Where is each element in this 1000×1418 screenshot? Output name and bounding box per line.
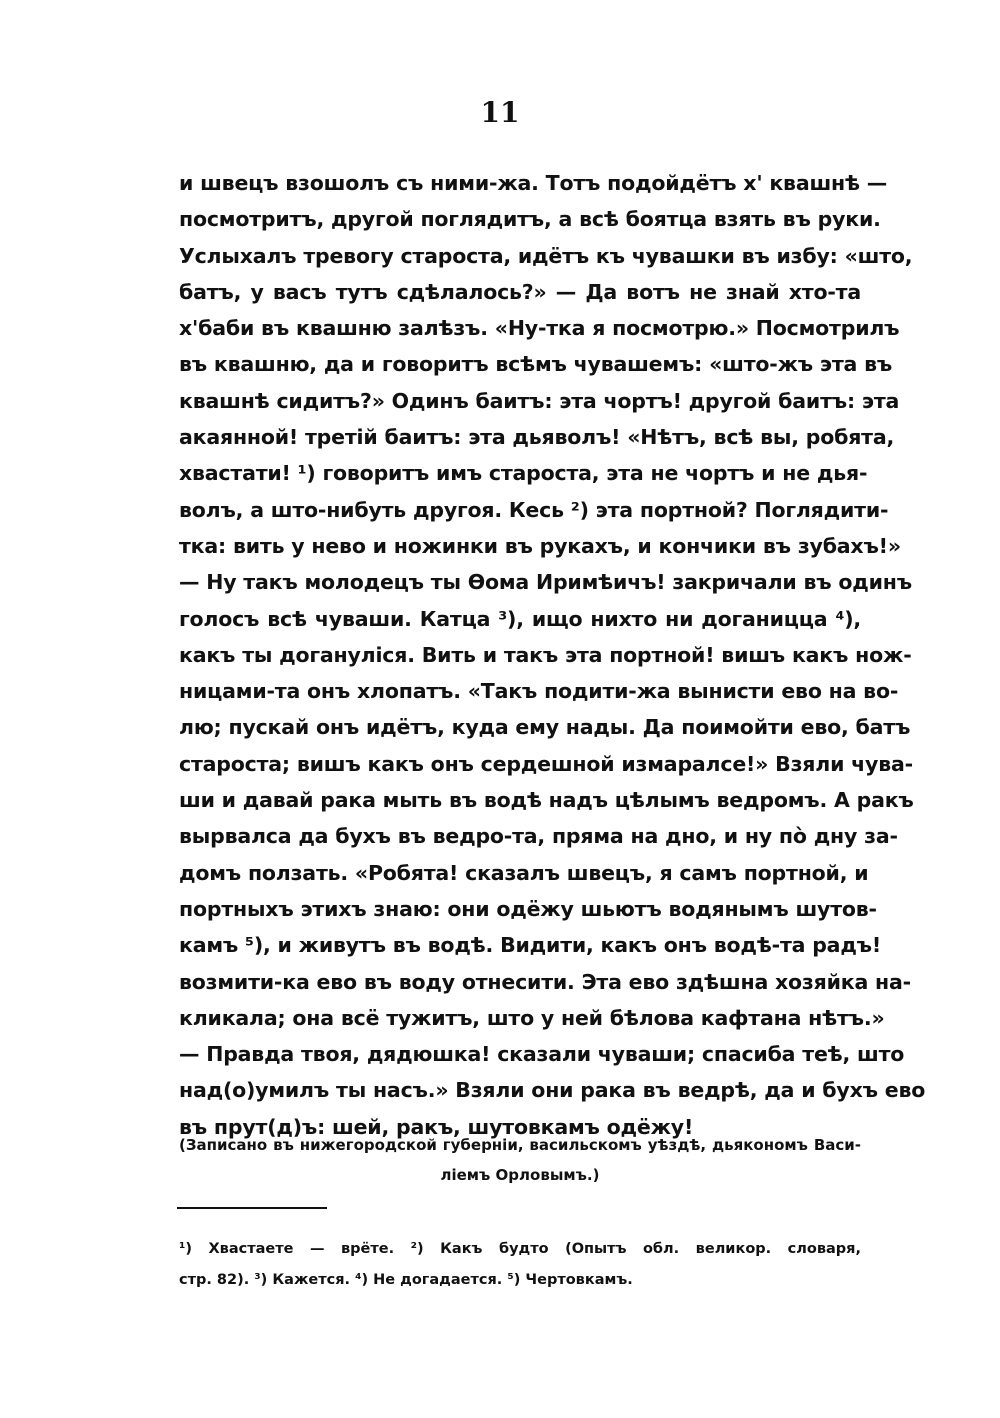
text-line: хвастати! ¹) говоритъ имъ староста, эта не чортъ и не дья- [179, 461, 868, 486]
text-line: ши и давай рака мыть въ водѣ надъ цѣлымъ ведромъ. А ракъ [179, 788, 914, 813]
text-line: — Правда твоя, дядюшка! сказали чуваши; спасиба теѣ, што [179, 1042, 905, 1067]
text-line: волъ, а што-нибуть другоя. Кесь ²) эта портной? Поглядити- [179, 497, 889, 522]
text-line: ницами-та онъ хлопатъ. «Такъ подити-жа вынисти ево на во- [179, 679, 899, 704]
page-number: 11 [480, 96, 520, 129]
text-line: тка: вить у нево и ножинки въ рукахъ, и кончики въ зубахъ!» [179, 533, 901, 558]
footnote-line: стр. 82). ³) Кажется. ⁴) Не догадается. ⁵) Чертовкамъ. [179, 1272, 633, 1288]
text-line: вырвалса да бухъ въ ведро-та, пряма на дно, и ну пò дну за- [179, 824, 898, 849]
text-line: въ прут(д)ъ: шей, ракъ, шутовкамъ одёжу! [179, 1114, 694, 1139]
text-line: въ квашню, да и говоритъ всѣмъ чувашемъ: «што-жъ эта въ [179, 352, 893, 377]
footnote-line: ¹) Хвастаете — врёте. ²) Какъ будто (Опытъ обл. великор. словаря, [179, 1241, 861, 1257]
text-line: кликала; она всё тужитъ, што у ней бѣлова кафтана нѣтъ.» [179, 1005, 885, 1030]
text-line: голосъ всѣ чуваши. Катца ³), ищо нихто ни доганицца ⁴), [179, 606, 861, 631]
text-line: — Ну такъ молодецъ ты Ѳома Иримѣичъ! закричали въ одинъ [179, 570, 912, 595]
attribution-note [179, 1130, 861, 1190]
text-line: лю; пускай онъ идётъ, куда ему нады. Да поимойти ево, батъ [179, 715, 911, 740]
footnote-divider [177, 1207, 327, 1209]
text-line: возмити-ка ево въ воду отнесити. Эта ево здѣшна хозяйка на- [179, 969, 911, 994]
text-line: батъ, у васъ тутъ сдѣлалось?» — Да вотъ не знай хто-та [179, 279, 861, 304]
text-line: над(о)умилъ ты насъ.» Взяли они рака въ ведрѣ, да и бухъ ево [179, 1078, 926, 1103]
text-line: портныхъ этихъ знаю: они одёжу шьютъ водянымъ шутов- [179, 896, 877, 921]
text-line: акаянной! третій баитъ: эта дьяволъ! «Нѣтъ, всѣ вы, робята, [179, 425, 895, 450]
text-line: посмотритъ, другой поглядитъ, а всѣ боятца взять въ руки. [179, 207, 881, 232]
body-text [179, 165, 926, 1145]
text-line: Услыхалъ тревогу староста, идётъ къ чувашки въ избу: «што, [179, 243, 913, 268]
attribution-line: ліемъ Орловымъ.) [440, 1166, 600, 1184]
text-line: и швецъ взошолъ съ ними-жа. Тотъ подойдётъ х' квашнѣ — [179, 171, 888, 195]
text-line: квашнѣ сидитъ?» Одинъ баитъ: эта чортъ! другой баитъ: эта [179, 388, 900, 413]
text-line: староста; вишъ какъ онъ сердешной измаралсе!» Взяли чува- [179, 751, 913, 776]
text-line: какъ ты догануліся. Вить и такъ эта портной! вишъ какъ нож- [179, 642, 912, 667]
text-line: домъ ползать. «Робята! сказалъ швецъ, я самъ портной, и [179, 860, 869, 885]
text-line: камъ ⁵), и живутъ въ водѣ. Видити, какъ онъ водѣ-та радъ! [179, 933, 882, 958]
text-line: х'баби въ квашню залѣзъ. «Ну-тка я посмотрю.» Посмотрилъ [179, 316, 900, 341]
attribution-line: (Записано въ нижегородской губерніи, васильскомъ уѣздѣ, дьякономъ Васи- [179, 1136, 861, 1154]
footnotes [179, 1234, 861, 1296]
